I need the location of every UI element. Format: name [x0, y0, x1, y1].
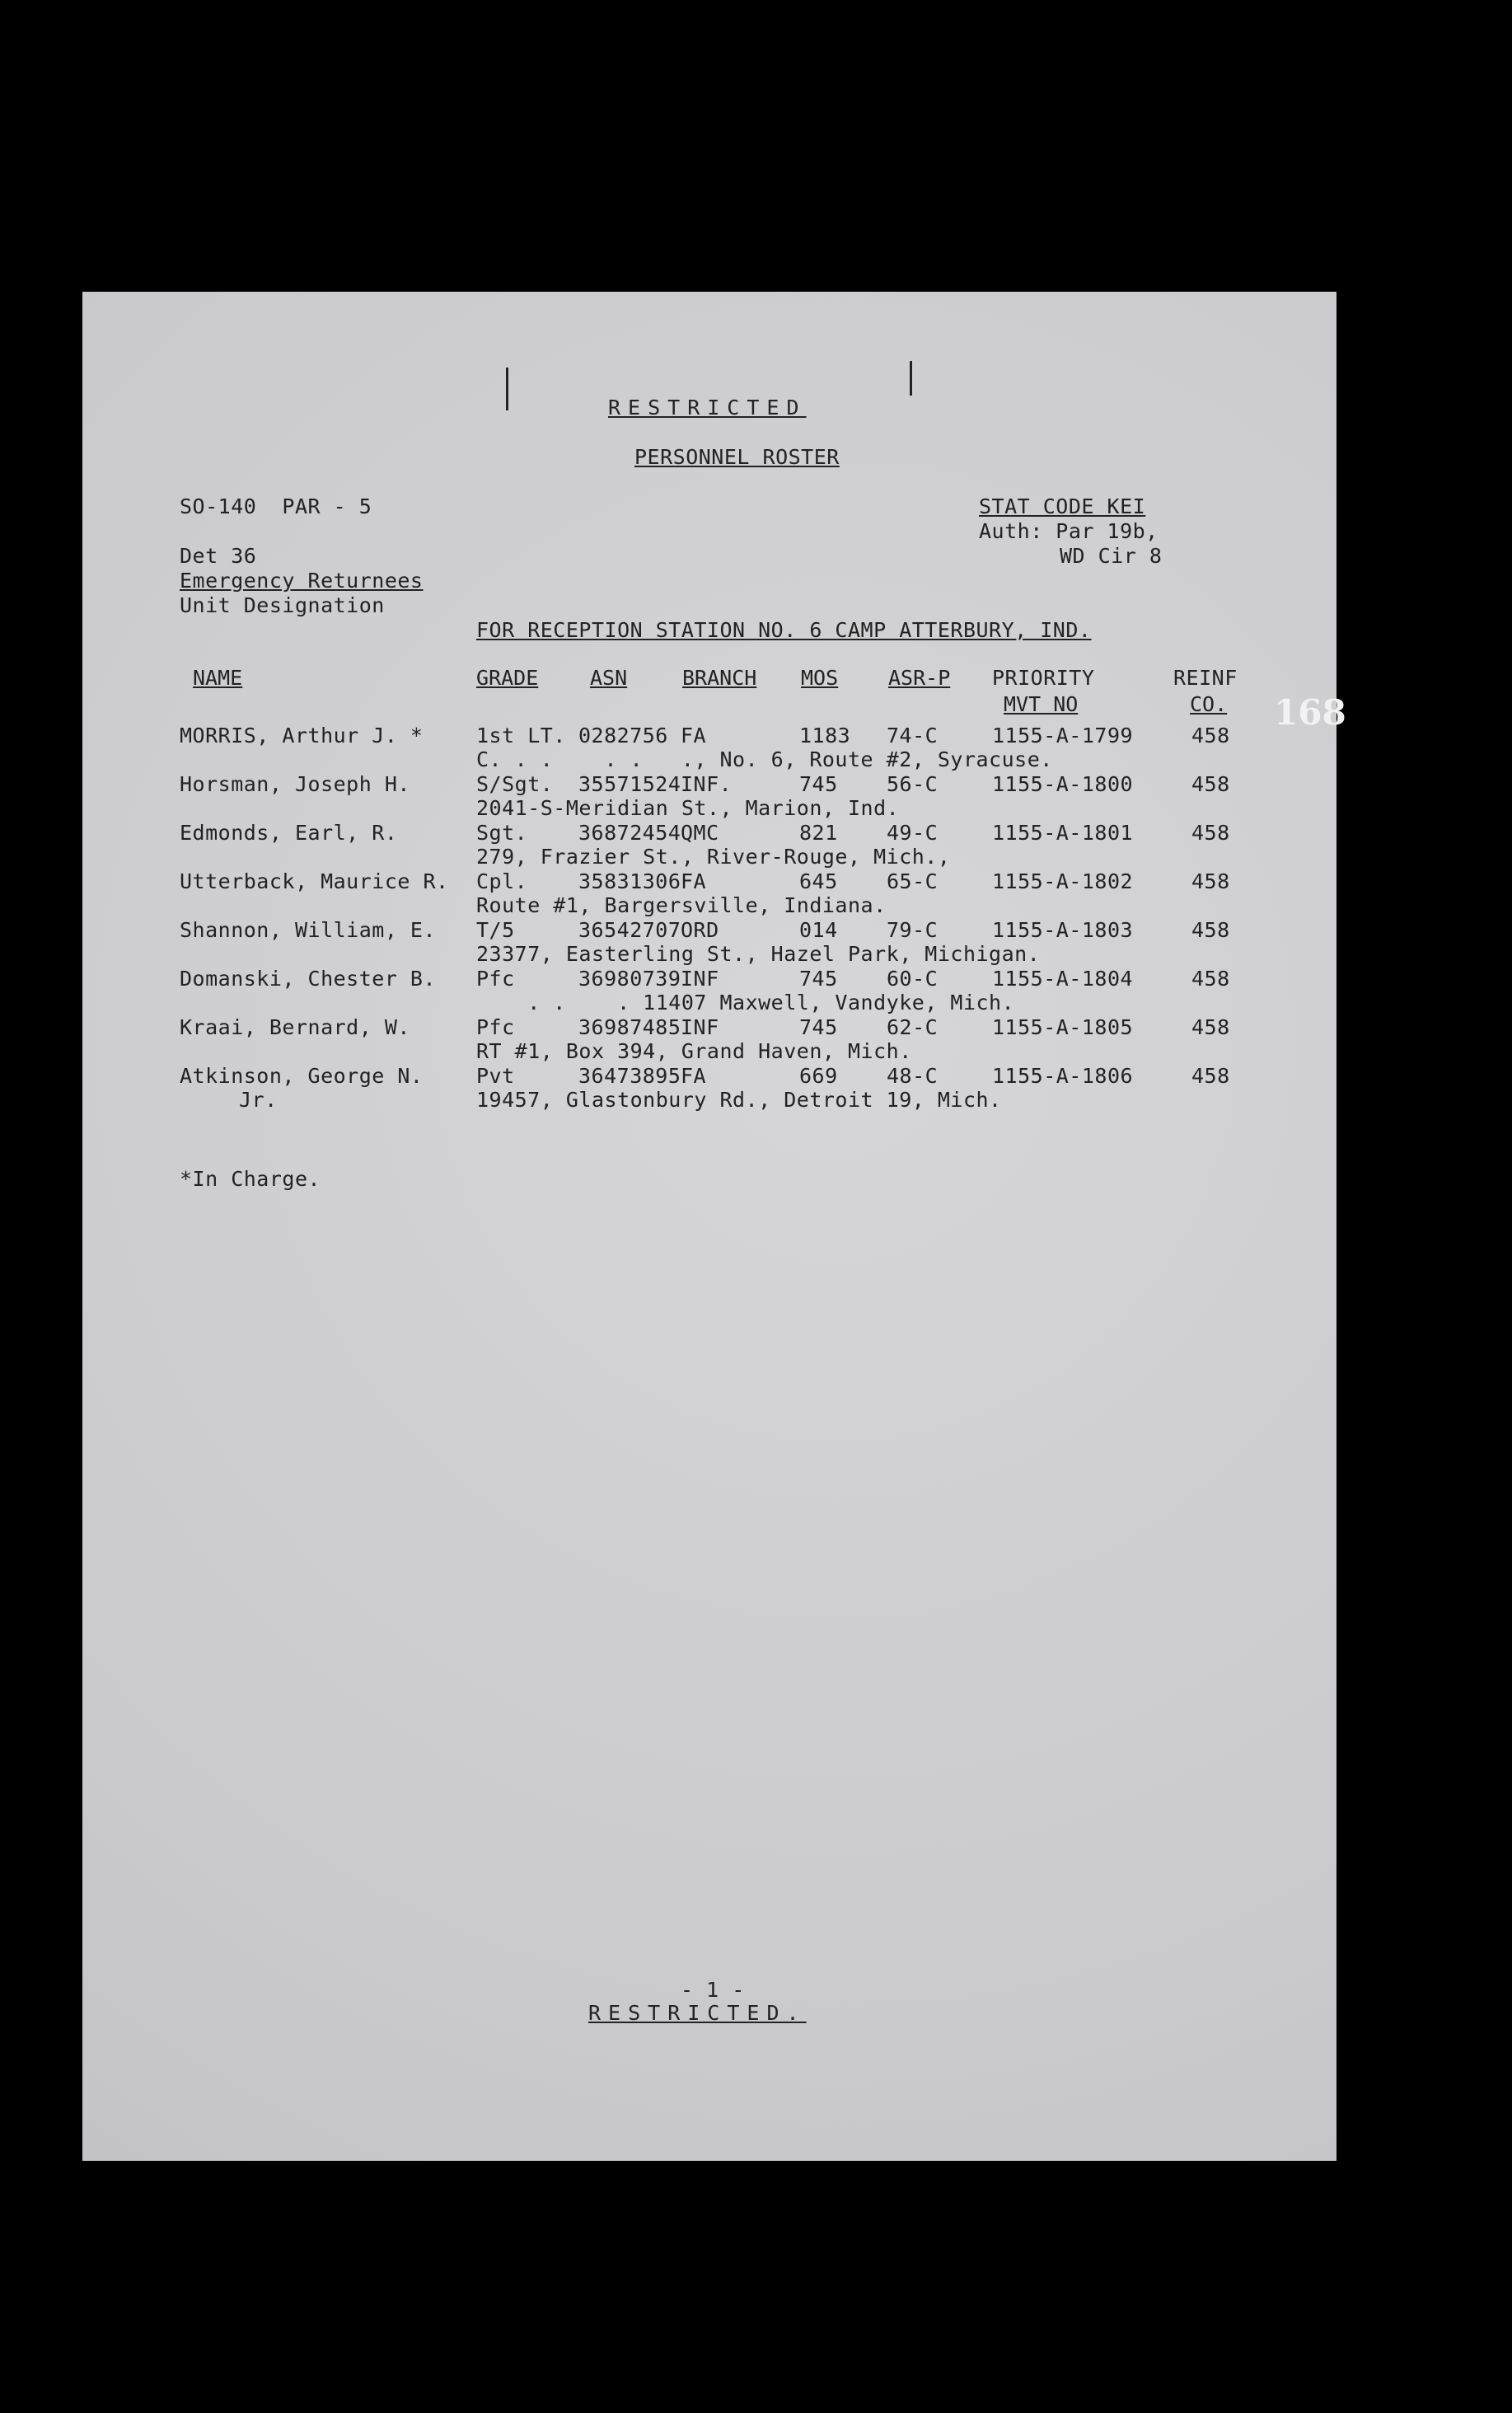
- col-mvt-no: MVT NO: [1004, 692, 1079, 716]
- row-branch: INF: [681, 1015, 719, 1039]
- row-mos: 745: [799, 967, 838, 991]
- row-branch: FA: [681, 869, 707, 893]
- col-reinf: REINF: [1173, 666, 1238, 690]
- row-asn: 36872454: [578, 821, 681, 845]
- col-asn: ASN: [590, 666, 628, 690]
- row-address: C. . . . . ., No. 6, Route #2, Syracuse.: [476, 747, 1053, 771]
- row-branch: QMC: [681, 821, 719, 845]
- row-mos: 745: [799, 772, 838, 796]
- col-mos: MOS: [801, 666, 839, 690]
- page-title: PERSONNEL ROSTER: [634, 445, 840, 469]
- row-asn: 36542707: [578, 918, 681, 942]
- row-name: Kraai, Bernard, W.: [180, 1015, 410, 1039]
- col-priority: PRIORITY: [992, 666, 1095, 690]
- row-reinf: 458: [1191, 1064, 1230, 1088]
- row-branch: ORD: [681, 918, 719, 942]
- row-asr: 49-C: [887, 821, 939, 845]
- row-mos: 1183: [799, 724, 851, 747]
- col-branch: BRANCH: [682, 666, 757, 690]
- row-mvt: 1155-A-1802: [992, 869, 1134, 893]
- row-asn: 35831306: [578, 869, 681, 893]
- footnote: *In Charge.: [180, 1167, 321, 1191]
- row-asr: 74-C: [887, 724, 939, 747]
- unit-name: Emergency Returnees: [180, 569, 424, 593]
- row-asn: 0282756: [578, 724, 668, 747]
- col-reinf-co: CO.: [1190, 692, 1228, 716]
- row-mvt: 1155-A-1799: [992, 724, 1134, 747]
- row-branch: FA: [681, 1064, 707, 1088]
- row-asn: 35571524: [578, 772, 681, 796]
- row-name: Atkinson, George N.: [180, 1064, 424, 1088]
- row-name: MORRIS, Arthur J. *: [180, 724, 424, 747]
- classification-header: RESTRICTED: [608, 396, 807, 419]
- row-reinf: 458: [1191, 869, 1230, 893]
- row-name: Horsman, Joseph H.: [180, 772, 410, 796]
- row-mvt: 1155-A-1804: [992, 967, 1134, 991]
- row-name-suffix: Jr.: [239, 1088, 278, 1112]
- row-branch: INF.: [681, 772, 733, 796]
- footer-classification: RESTRICTED.: [588, 2001, 807, 2025]
- row-mos: 669: [799, 1064, 838, 1088]
- page-stamp-number: 168: [1274, 692, 1346, 733]
- row-mos: 645: [799, 869, 838, 893]
- col-name: NAME: [193, 666, 243, 690]
- row-address: RT #1, Box 394, Grand Haven, Mich.: [476, 1039, 912, 1063]
- auth-line-2: WD Cir 8: [1060, 544, 1163, 568]
- row-branch: INF: [681, 967, 719, 991]
- row-asr: 62-C: [887, 1015, 939, 1039]
- row-address: 279, Frazier St., River-Rouge, Mich.,: [476, 845, 951, 869]
- so-reference: SO-140 PAR - 5: [180, 494, 372, 518]
- row-grade: Cpl.: [476, 869, 528, 893]
- row-address: 2041-S-Meridian St., Marion, Ind.: [476, 796, 900, 820]
- row-address: 19457, Glastonbury Rd., Detroit 19, Mich.: [476, 1088, 1002, 1112]
- row-asr: 60-C: [887, 967, 939, 991]
- row-asn: 36987485: [578, 1015, 681, 1039]
- row-grade: Sgt.: [476, 821, 528, 845]
- row-name: Utterback, Maurice R.: [180, 869, 449, 893]
- row-address: Route #1, Bargersville, Indiana.: [476, 893, 887, 917]
- row-mos: 821: [799, 821, 838, 845]
- row-reinf: 458: [1191, 967, 1230, 991]
- row-asn: 36473895: [578, 1064, 681, 1088]
- row-name: Domanski, Chester B.: [180, 967, 437, 991]
- row-mos: 745: [799, 1015, 838, 1039]
- stat-code: STAT CODE KEI: [979, 494, 1146, 518]
- row-address: . . . 11407 Maxwell, Vandyke, Mich.: [476, 991, 1015, 1014]
- row-address: 23377, Easterling St., Hazel Park, Michigan.: [476, 942, 1041, 966]
- row-reinf: 458: [1191, 724, 1230, 747]
- row-mvt: 1155-A-1801: [992, 821, 1134, 845]
- row-grade: 1st LT.: [476, 724, 566, 747]
- row-mvt: 1155-A-1806: [992, 1064, 1134, 1088]
- row-reinf: 458: [1191, 918, 1230, 942]
- row-grade: Pvt: [476, 1064, 515, 1088]
- page-number: - 1 -: [681, 1978, 745, 2002]
- row-reinf: 458: [1191, 821, 1230, 845]
- paper-mark: [910, 361, 912, 396]
- row-reinf: 458: [1191, 1015, 1230, 1039]
- row-name: Edmonds, Earl, R.: [180, 821, 398, 845]
- row-mvt: 1155-A-1805: [992, 1015, 1134, 1039]
- row-branch: FA: [681, 724, 707, 747]
- row-grade: T/5: [476, 918, 515, 942]
- row-mos: 014: [799, 918, 838, 942]
- row-asn: 36980739: [578, 967, 681, 991]
- col-grade: GRADE: [476, 666, 539, 690]
- row-asr: 65-C: [887, 869, 939, 893]
- row-reinf: 458: [1191, 772, 1230, 796]
- row-name: Shannon, William, E.: [180, 918, 437, 942]
- destination-line: FOR RECEPTION STATION NO. 6 CAMP ATTERBURY, IND.: [476, 618, 1092, 642]
- row-mvt: 1155-A-1800: [992, 772, 1134, 796]
- row-asr: 56-C: [887, 772, 939, 796]
- row-grade: Pfc: [476, 967, 515, 991]
- row-grade: S/Sgt.: [476, 772, 554, 796]
- unit-designation-label: Unit Designation: [180, 593, 385, 617]
- row-asr: 48-C: [887, 1064, 939, 1088]
- row-mvt: 1155-A-1803: [992, 918, 1134, 942]
- auth-line-1: Auth: Par 19b,: [979, 519, 1159, 543]
- col-asr: ASR-P: [888, 666, 951, 690]
- paper-mark: [506, 368, 508, 410]
- row-grade: Pfc: [476, 1015, 515, 1039]
- detachment: Det 36: [180, 544, 257, 568]
- row-asr: 79-C: [887, 918, 939, 942]
